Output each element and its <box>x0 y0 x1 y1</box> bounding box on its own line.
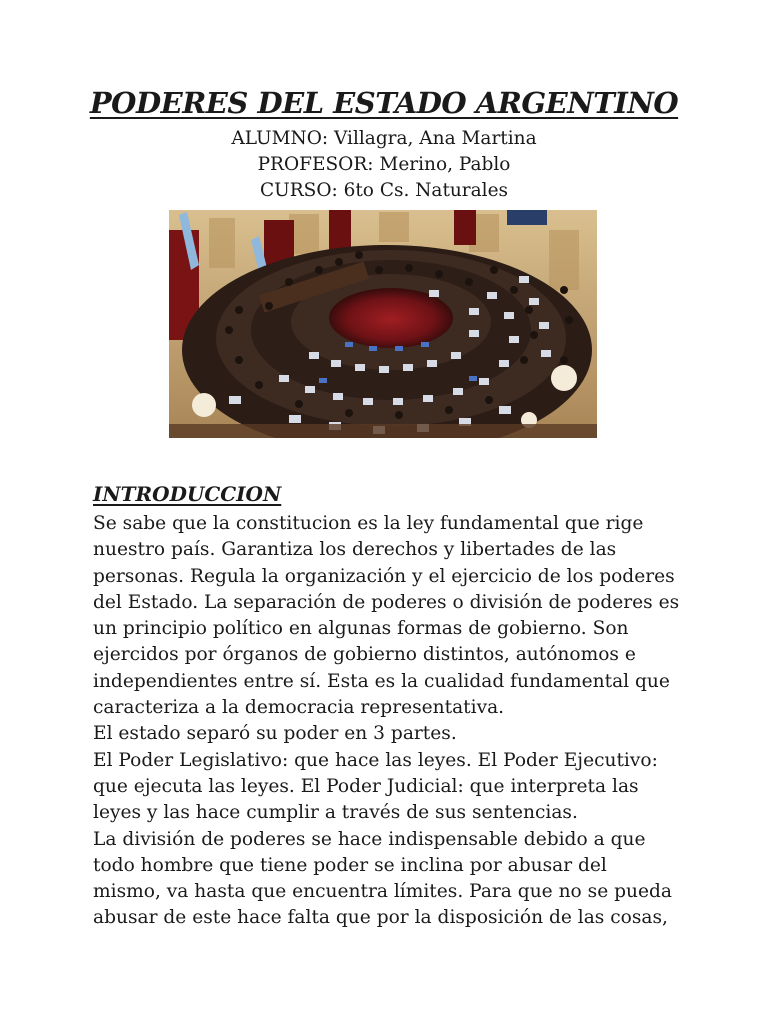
body-line: un principio político en algunas formas de gobierno. Son <box>93 618 629 640</box>
body-line: ejercidos por órganos de gobierno distintos, autónomos e <box>93 644 636 666</box>
teacher-name: PROFESOR: Merino, Pablo <box>257 154 511 175</box>
introduccion-body <box>93 511 693 932</box>
body-line: que ejecuta las leyes. El Poder Judicial: que interpreta las <box>93 775 639 797</box>
body-line: personas. Regula la organización y el ejercicio de los poderes <box>93 565 675 587</box>
body-line: caracteriza a la democracia representativa. <box>93 697 505 719</box>
body-line: El estado separó su poder en 3 partes. <box>93 723 457 745</box>
body-line: todo hombre que tiene poder se inclina por abusar del <box>93 854 607 876</box>
body-line: mismo, va hasta que encuentra límites. Para que no se pueda <box>93 881 672 903</box>
body-line: abusar de este hace falta que por la disposición de las cosas, <box>93 907 668 929</box>
body-line: La división de poderes se hace indispensable debido a que <box>93 828 646 850</box>
body-line: independientes entre sí. Esta es la cualidad fundamental que <box>93 670 670 692</box>
document-title: PODERES DEL ESTADO ARGENTINO <box>89 86 679 120</box>
body-line: del Estado. La separación de poderes o división de poderes es <box>93 591 680 613</box>
course-name: CURSO: 6to Cs. Naturales <box>259 180 509 201</box>
body-line: Se sabe que la constitucion es la ley fundamental que rige <box>93 513 644 534</box>
section-heading-introduccion: INTRODUCCION <box>93 482 282 506</box>
student-name: ALUMNO: Villagra, Ana Martina <box>231 128 537 149</box>
body-line: El Poder Legislativo: que hace las leyes. El Poder Ejecutivo: <box>93 749 658 771</box>
body-line: nuestro país. Garantiza los derechos y libertades de las <box>93 539 617 561</box>
body-line: leyes y las hace cumplir a través de sus sentencias. <box>93 802 578 824</box>
senate-chamber-photo <box>169 210 597 438</box>
